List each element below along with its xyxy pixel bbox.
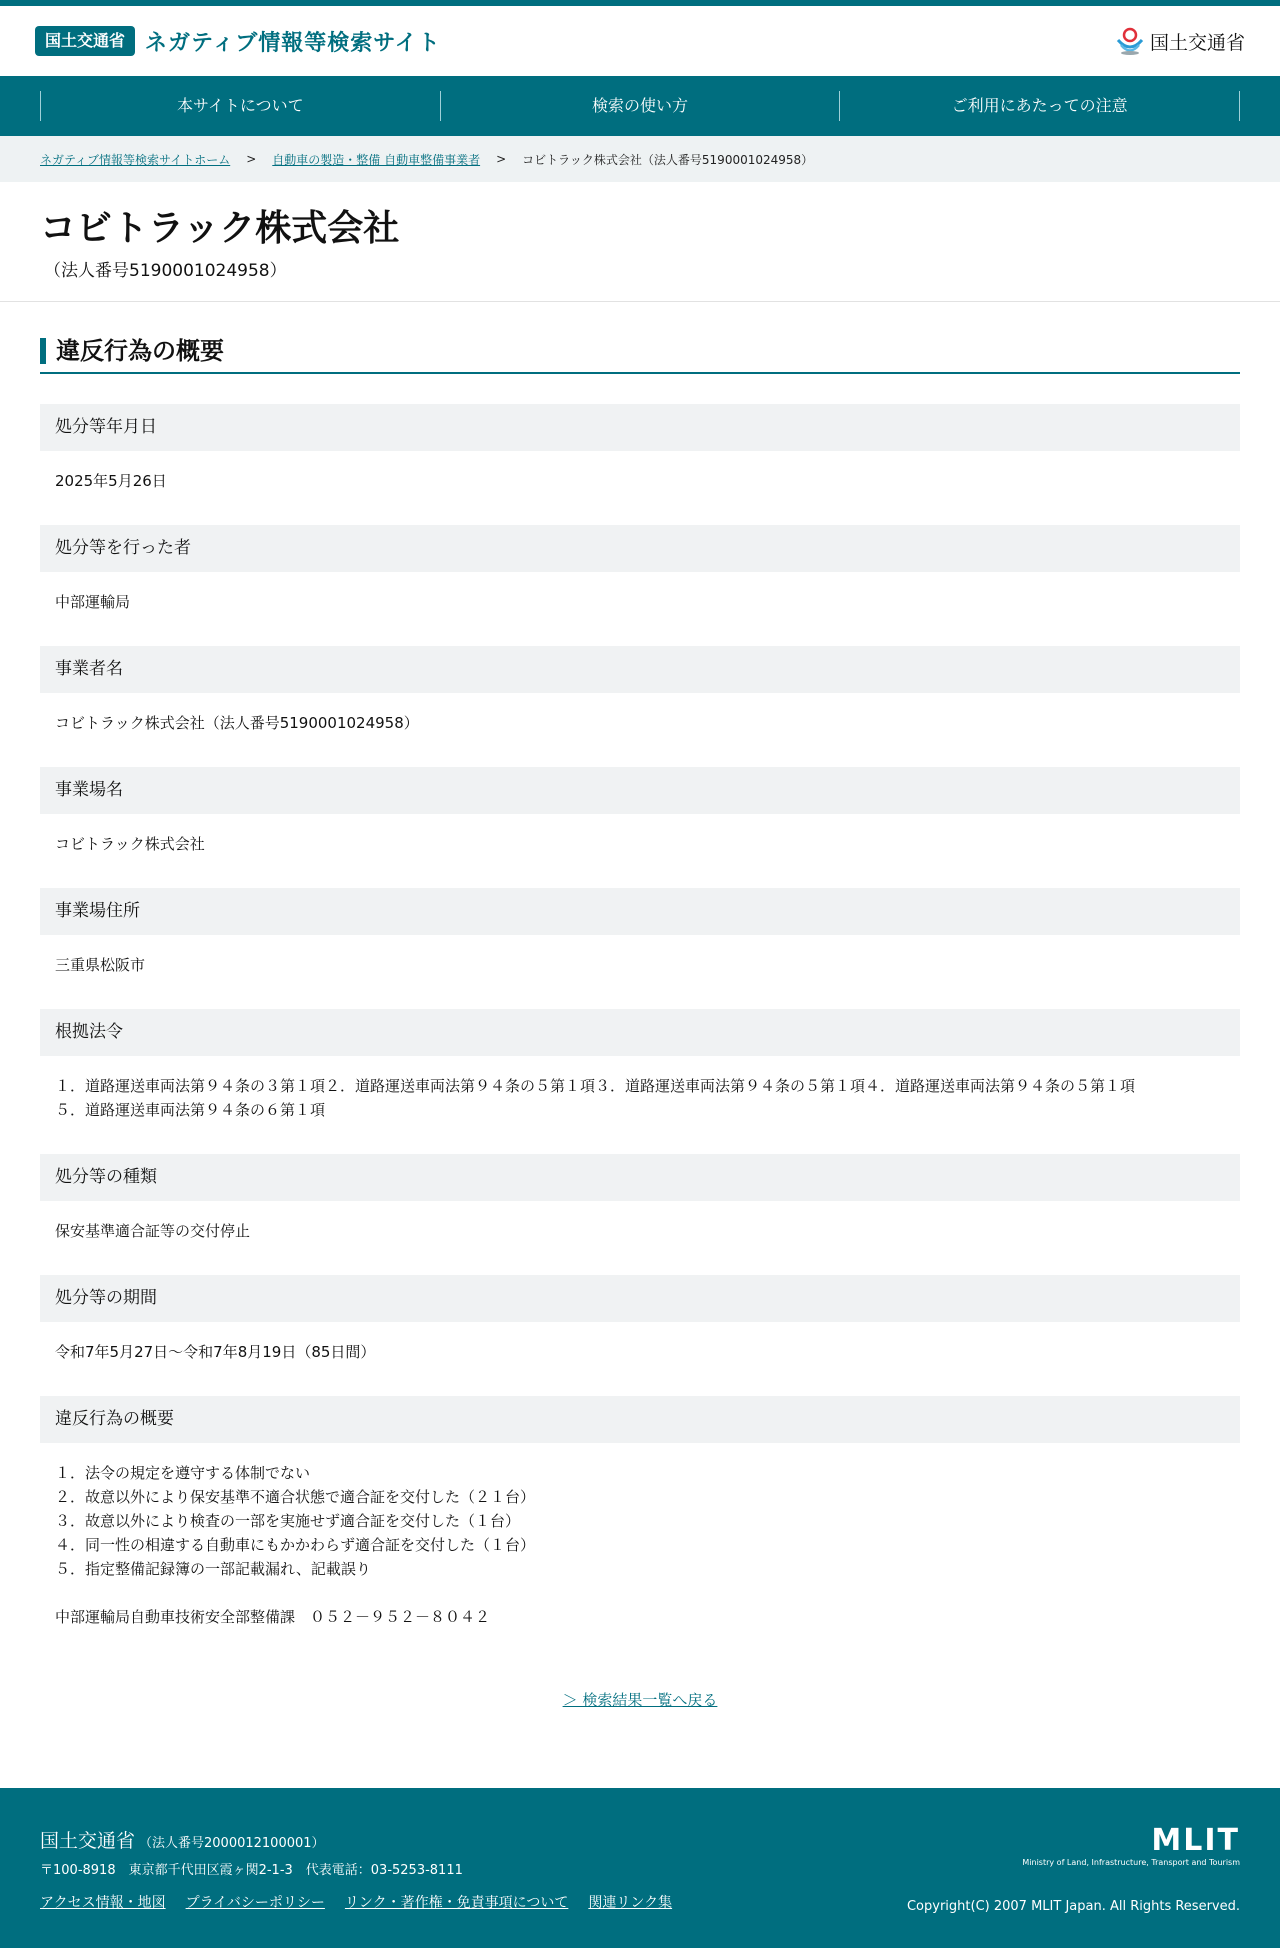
detail-value xyxy=(40,814,1240,878)
breadcrumb-home-link[interactable]: ネガティブ情報等検索サイトホーム xyxy=(40,152,231,167)
mlit-wordmark-logo: MLIT xyxy=(1151,1823,1240,1858)
copyright: Copyright(C) 2007 MLIT Japan. All Rights Reserved. xyxy=(906,1899,1240,1914)
section-heading xyxy=(40,338,1240,374)
detail-label: 処分等年月日 xyxy=(40,404,1240,451)
mlit-logo[interactable] xyxy=(1116,26,1245,56)
ministry-badge[interactable]: 国土交通省 xyxy=(35,26,135,56)
breadcrumb-separator: > xyxy=(246,152,257,166)
footer-link-related[interactable]: 関連リンク集 xyxy=(588,1895,673,1911)
detail-value-line: 令和7年5月27日～令和7年8月19日（85日間） xyxy=(55,1343,376,1361)
detail-value-line: 三重県松阪市 xyxy=(55,956,146,974)
detail-item xyxy=(40,1275,1240,1386)
detail-value-line: 保安基準適合証等の交付停止 xyxy=(55,1222,251,1240)
page-title: コビトラック株式会社 xyxy=(40,208,400,249)
footer-link-access[interactable]: アクセス情報・地図 xyxy=(40,1895,166,1911)
detail-item xyxy=(40,404,1240,515)
detail-label: 事業場住所 xyxy=(40,888,1240,935)
detail-value-line: ５．道路運送車両法第９４条の６第１項 xyxy=(55,1101,326,1119)
detail-list xyxy=(40,404,1240,1651)
nav-about[interactable]: 本サイトについて xyxy=(40,91,440,121)
detail-label: 処分等の種類 xyxy=(40,1154,1240,1201)
detail-item xyxy=(40,1154,1240,1265)
detail-label: 処分等を行った者 xyxy=(40,525,1240,572)
site-header xyxy=(0,0,1280,76)
mlit-logo-text: 国土交通省 xyxy=(1149,31,1245,54)
detail-value-line: 中部運輸局 xyxy=(55,593,131,611)
detail-label: 違反行為の概要 xyxy=(40,1396,1240,1443)
detail-item xyxy=(40,525,1240,636)
main-content xyxy=(0,302,1280,1710)
site-brand[interactable] xyxy=(35,26,441,57)
nav-search-howto[interactable]: 検索の使い方 xyxy=(440,91,840,121)
breadcrumb-separator: > xyxy=(496,152,507,166)
detail-value-line: 中部運輸局自動車技術安全部整備課 ０５２－９５２－８０４２ xyxy=(55,1608,491,1626)
breadcrumb-current: コビトラック株式会社（法人番号5190001024958） xyxy=(522,152,814,167)
detail-value xyxy=(40,1322,1240,1386)
section-title: 違反行為の概要 xyxy=(40,338,1240,364)
global-nav xyxy=(0,76,1280,136)
mlit-tagline: Ministry of Land, Infrastructure, Transport and Tourism xyxy=(1022,1858,1240,1867)
footer-corp-number: （法人番号2000012100001） xyxy=(139,1836,325,1851)
back-link-container xyxy=(40,1689,1240,1710)
breadcrumb-category-link[interactable]: 自動車の製造・整備 自動車整備事業者 xyxy=(272,152,481,167)
detail-item xyxy=(40,1009,1240,1144)
site-footer xyxy=(0,1788,1280,1948)
detail-value xyxy=(40,1443,1240,1651)
detail-value-line: ２．故意以外により保安基準不適合状態で適合証を交付した（２１台） xyxy=(55,1488,536,1506)
footer-link-copyright[interactable]: リンク・著作権・免責事項について xyxy=(344,1895,569,1911)
footer-org-name: 国土交通省 xyxy=(40,1830,136,1852)
detail-label: 根拠法令 xyxy=(40,1009,1240,1056)
detail-label: 処分等の期間 xyxy=(40,1275,1240,1322)
footer-link-privacy[interactable]: プライバシーポリシー xyxy=(185,1895,325,1911)
detail-value-line: １．道路運送車両法第９４条の３第１項２．道路運送車両法第９４条の５第１項３．道路運送車両法第９４条の５第１項４．道路運送車両法第９４条の５第１項 xyxy=(55,1077,1136,1095)
nav-usage-notes[interactable]: ご利用にあたっての注意 xyxy=(839,91,1240,121)
detail-value-spacer xyxy=(55,1581,1225,1605)
detail-value xyxy=(40,693,1240,757)
detail-value xyxy=(40,572,1240,636)
site-title[interactable]: ネガティブ情報等検索サイト xyxy=(145,30,441,56)
detail-value xyxy=(40,1056,1240,1144)
detail-value-line: コビトラック株式会社 xyxy=(55,835,205,853)
footer-address: 〒100-8918 東京都千代田区霞ヶ関2-1-3 代表電話：03-5253-8111 xyxy=(40,1863,463,1878)
mlit-emblem-icon xyxy=(1116,26,1144,56)
detail-label: 事業者名 xyxy=(40,646,1240,693)
detail-value-line: ４．同一性の相違する自動車にもかかわらず適合証を交付した（１台） xyxy=(55,1536,536,1554)
breadcrumb xyxy=(0,136,1280,182)
footer-brand xyxy=(906,1823,1240,1914)
detail-value-line: コビトラック株式会社（法人番号5190001024958） xyxy=(55,714,419,732)
detail-value xyxy=(40,935,1240,999)
detail-value-line: ３．故意以外により検査の一部を実施せず適合証を交付した（１台） xyxy=(55,1512,521,1530)
page-heading xyxy=(0,182,1280,302)
corporate-number: （法人番号5190001024958） xyxy=(44,261,287,281)
detail-item xyxy=(40,767,1240,878)
detail-label: 事業場名 xyxy=(40,767,1240,814)
detail-value-line: ５．指定整備記録簿の一部記載漏れ、記載誤り xyxy=(55,1560,371,1578)
detail-value xyxy=(40,451,1240,515)
detail-value-line: １．法令の規定を遵守する体制でない xyxy=(55,1464,311,1482)
detail-value-line: 2025年5月26日 xyxy=(55,472,167,490)
detail-item xyxy=(40,888,1240,999)
back-to-results-link[interactable]: ＞ 検索結果一覧へ戻る xyxy=(562,1691,718,1709)
detail-item xyxy=(40,646,1240,757)
detail-item xyxy=(40,1396,1240,1651)
detail-value xyxy=(40,1201,1240,1265)
